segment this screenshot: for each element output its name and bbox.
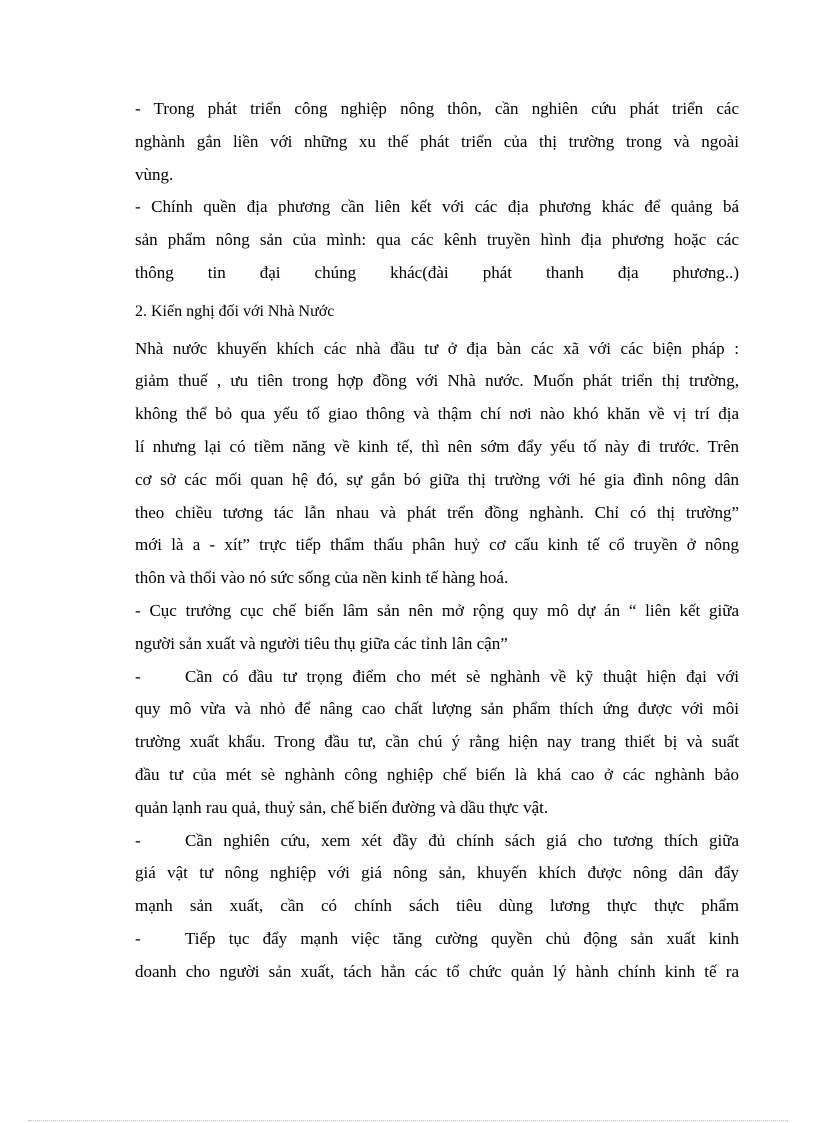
text-line: người sản xuất và người tiêu thụ giữa các tỉnh lân cận”	[135, 633, 508, 653]
text-line: quản lạnh rau quả, thuỷ sản, chế biến đường và dầu thực vật.	[135, 797, 549, 817]
text-line: vùng.	[135, 164, 174, 184]
text-line: không thể bỏ qua yếu tố giao thông và thậm chí nơi nào khó khăn về vị trí địa	[135, 404, 739, 424]
dash-list-item	[135, 825, 739, 858]
text-line: quy mô vừa và nhỏ để nâng cao chất lượng sản phẩm thích ứng được với môi	[135, 699, 739, 719]
document-body	[135, 93, 739, 989]
text-line: - Chính quền địa phương cần liên kết với các địa phương khác để quảng bá	[135, 197, 739, 217]
text-line: thông tin đại chúng khác(đài phát thanh địa phương..)	[135, 262, 739, 282]
text-line: - Cục trưởng cục chế biến lâm sản nên mở rộng quy mô dự án “ liên kết giữa	[135, 600, 739, 620]
text-line: thôn và thổi vào nó sức sống của nền kinh tế hàng hoá.	[135, 568, 509, 588]
text-line: giá vật tư nông nghiệp với giá nông sản, khuyến khích được nông dân đẩy	[135, 863, 739, 883]
dash-marker: -	[135, 666, 141, 686]
text-line: giảm thuế , ưu tiên trong hợp đồng với Nhà nước. Muốn phát triển thị trường,	[135, 371, 739, 391]
page-bottom-divider	[28, 1120, 788, 1121]
text-line: mới là a - xít” trực tiếp thẩm thấu phân huỷ cơ cấu kinh tế cổ truyền ở nông	[135, 535, 739, 555]
text-line: Cần có đầu tư trọng điểm cho mét sè nghành về kỹ thuật hiện đại với	[185, 666, 739, 686]
dash-list-item	[135, 661, 739, 694]
dash-marker: -	[135, 928, 141, 948]
text-line: Nhà nước khuyến khích các nhà đầu tư ở địa bàn các xã với các biện pháp :	[135, 338, 739, 358]
dash-marker: -	[135, 830, 141, 850]
text-line: doanh cho người sản xuất, tách hẳn các tổ chức quản lý hành chính kinh tế ra	[135, 961, 739, 981]
text-line: Cần nghiên cứu, xem xét đầy đủ chính sách giá cho tương thích giữa	[185, 830, 739, 850]
text-line: mạnh sản xuất, cần có chính sách tiêu dùng lương thực thực phẩm	[135, 896, 739, 916]
text-line: sản phẩm nông sản của mình: qua các kênh truyền hình địa phương hoặc các	[135, 230, 739, 250]
text-line: nghành gắn liền với những xu thế phát triển của thị trường trong và ngoài	[135, 131, 739, 151]
text-line: lí nhưng lại có tiềm năng về kinh tế, thì nên sớm đẩy yếu tố này đi trước. Trên	[135, 436, 739, 456]
text-line: đầu tư của mét sè nghành công nghiệp chế biến là khá cao ở các nghành bảo	[135, 764, 739, 784]
text-line: theo chiều tương tác lẫn nhau và phát trển đồng nghành. Chỉ có thị trường”	[135, 502, 739, 522]
section-heading: 2. Kiến nghị đối với Nhà Nước	[135, 302, 335, 320]
text-line: trường xuất khẩu. Trong đầu tư, cần chú ý rằng hiện nay trang thiết bị và suất	[135, 732, 739, 752]
dash-list-item	[135, 923, 739, 956]
text-line: Tiếp tục đẩy mạnh việc tăng cường quyền chủ động sản xuất kinh	[185, 928, 739, 948]
text-line: - Trong phát triển công nghiệp nông thôn, cần nghiên cứu phát triển các	[135, 99, 739, 118]
text-line: cơ sở các mối quan hệ đó, sự gắn bó giữa thị trường với hé gia đình nông dân	[135, 469, 739, 489]
